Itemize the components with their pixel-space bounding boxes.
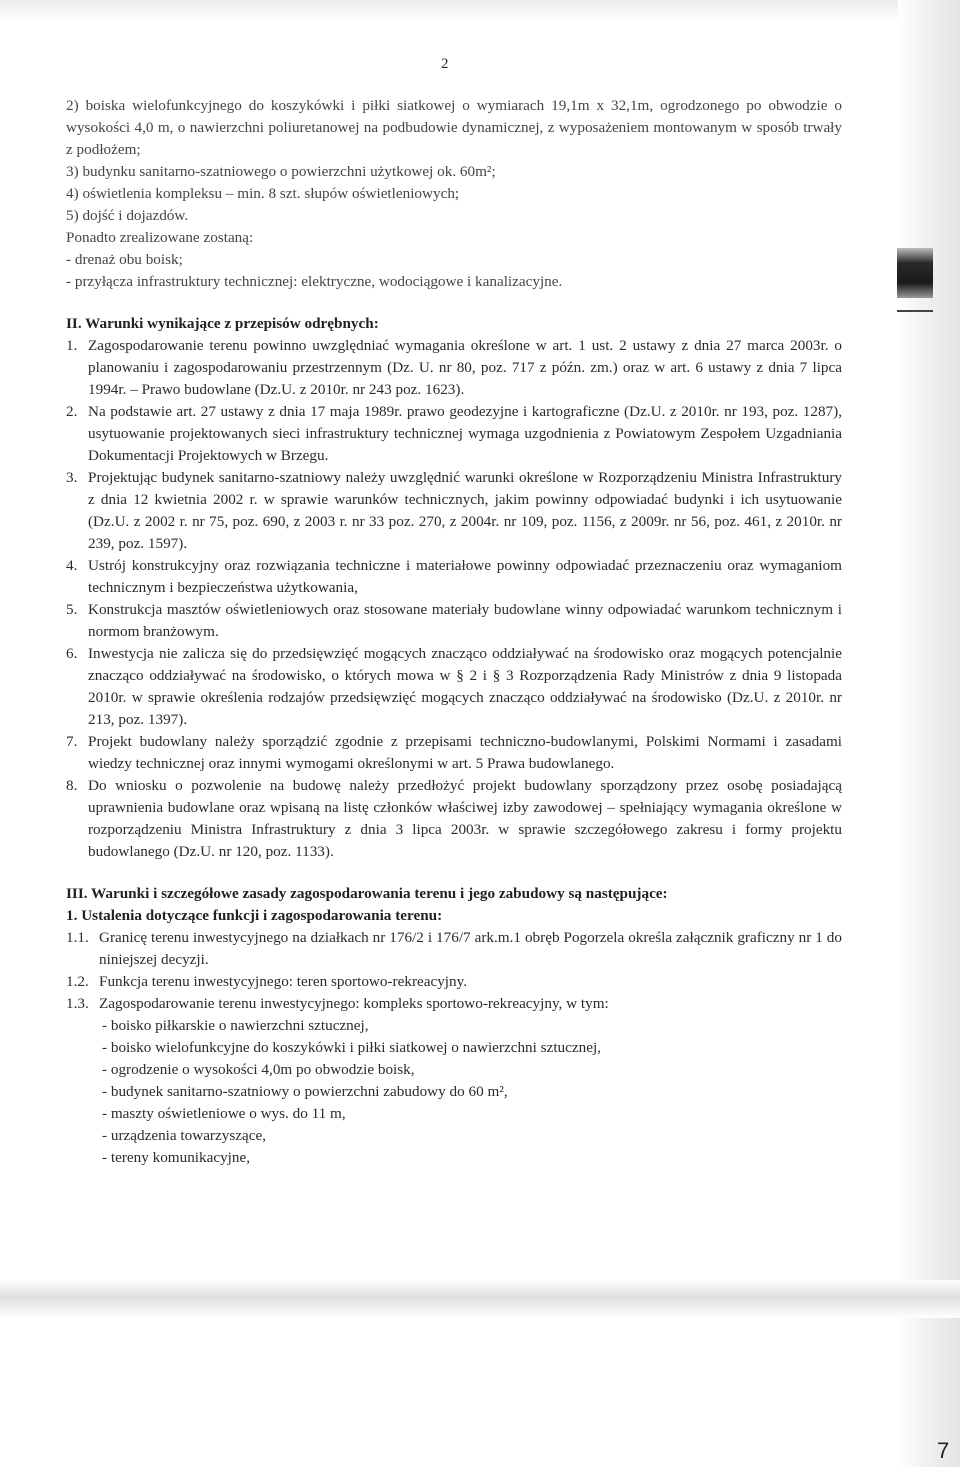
list-item: - ogrodzenie o wysokości 4,0m po obwodzie boisk, <box>102 1061 415 1078</box>
section-heading-ii: II. Warunki wynikające z przepisów odrębnych: <box>66 315 379 332</box>
list-item <box>66 555 842 599</box>
list-item <box>66 731 842 775</box>
list-item: - budynek sanitarno-szatniowy o powierzchni zabudowy do 60 m², <box>102 1083 508 1100</box>
list-item <box>66 775 842 863</box>
page-number: 2 <box>441 56 449 72</box>
list-item: - tereny komunikacyjne, <box>102 1149 251 1166</box>
component-list <box>66 1015 842 1169</box>
item-number: 8. <box>66 777 78 794</box>
scan-registration-line <box>897 310 933 312</box>
continuation-line: 2) boiska wielofunkcyjnego do koszykówki i piłki siatkowej o wymiarach 19,1m x 32,1m, ogrodzonego po obwodzie o wysokości 4,0 m, o nawierzchni poliuretanowej na podbudowie dynamicznej, z wyposażeniem montowanym w sposób trwały z podłożem; <box>66 97 842 158</box>
list-item: - boisko piłkarskie o nawierzchni sztucznej, <box>102 1017 369 1034</box>
continuation-line: - przyłącza infrastruktury technicznej: elektryczne, wodociągowe i kanalizacyjne. <box>66 273 563 290</box>
section-ii-list <box>66 335 842 863</box>
list-item <box>66 927 842 971</box>
list-item <box>66 401 842 467</box>
section-iii-list <box>66 927 842 1015</box>
continuation-line: Ponadto zrealizowane zostaną: <box>66 229 254 246</box>
list-item: - boisko wielofunkcyjne do koszykówki i piłki siatkowej o nawierzchni sztucznej, <box>102 1039 601 1056</box>
item-number: 3. <box>66 469 78 486</box>
list-item: - urządzenia towarzyszące, <box>102 1127 266 1144</box>
item-text: Inwestycja nie zalicza się do przedsięwzięć mogących znacząco oddziaływać na środowisko oraz mogących potencjalnie znacząco oddziaływać na środowisko, o których mowa w § 2 i § 3 Rozporządzenia Rady Ministrów z dnia 9 listopada 2010r. w sprawie określenia rodzajów przedsięwzięć mogących znacząco oddziaływać na środowisko (Dz.U. z 2010r. nr 213, poz. 1397). <box>88 645 842 728</box>
item-number: 1.3. <box>66 995 89 1012</box>
item-text: Zagospodarowanie terenu powinno uwzględniać wymagania określone w art. 1 ust. 2 ustawy z dnia 27 marca 2003r. o planowaniu i zagospodarowaniu przestrzennym (Dz. U. nr 80, poz. 717 z późn. zm.) oraz w art. 6 ustawy z dnia 7 lipca 1994r. – Prawo budowlane (Dz.U. z 2010r. nr 243 poz. 1623). <box>88 337 842 398</box>
scan-registration-mark <box>897 248 933 298</box>
list-item <box>66 335 842 401</box>
list-item: - maszty oświetleniowe o wys. do 11 m, <box>102 1105 346 1122</box>
item-number: 1.2. <box>66 973 89 990</box>
continuation-line: - drenaż obu boisk; <box>66 251 183 268</box>
document-body <box>66 95 842 1169</box>
list-item <box>66 993 842 1015</box>
list-item <box>66 467 842 555</box>
list-item <box>66 971 842 993</box>
item-text: Konstrukcja masztów oświetleniowych oraz stosowane materiały budowlane winny odpowiadać warunkom technicznym i normom branżowym. <box>88 601 842 640</box>
continuation-line: 3) budynku sanitarno-szatniowego o powierzchni użytkowej ok. 60m²; <box>66 163 496 180</box>
item-text: Funkcja terenu inwestycyjnego: teren sportowo-rekreacyjny. <box>99 973 468 990</box>
item-number: 5. <box>66 601 78 618</box>
section-subheading: 1. Ustalenia dotyczące funkcji i zagospodarowania terenu: <box>66 907 443 924</box>
item-number: 6. <box>66 645 78 662</box>
item-text: Zagospodarowanie terenu inwestycyjnego: kompleks sportowo-rekreacyjny, w tym: <box>99 995 609 1012</box>
item-text: Projekt budowlany należy sporządzić zgodnie z przepisami techniczno-budowlanymi, Polskimi Normami i zasadami wiedzy technicznej oraz innymi wymogami określonymi w art. 5 Prawa budowlanego. <box>88 733 842 772</box>
item-text: Do wniosku o pozwolenie na budowę należy przedłożyć projekt budowlany sporządzony przez osobę posiadającą uprawnienia budowlane oraz wpisaną na listę członków właściwej izby zawodowej – spełniający wymagania określone w rozporządzeniu Ministra Infrastruktury z dnia 3 lipca 2003r. w sprawie szczegółowego zakresu i formy projektu budowlanego (Dz.U. nr 120, poz. 1133). <box>88 777 842 860</box>
list-item <box>66 599 842 643</box>
continuation-line: 4) oświetlenia kompleksu – min. 8 szt. słupów oświetleniowych; <box>66 185 460 202</box>
item-number: 1. <box>66 337 78 354</box>
item-number: 4. <box>66 557 78 574</box>
item-number: 1.1. <box>66 929 89 946</box>
scan-right-shadow <box>898 0 960 1467</box>
continuation-block <box>66 95 842 293</box>
item-text: Granicę terenu inwestycyjnego na działkach nr 176/2 i 176/7 ark.m.1 obręb Pogorzela określa załącznik graficzny nr 1 do niniejszej decyzji. <box>99 929 842 968</box>
scan-bottom-band <box>0 1280 960 1318</box>
corner-number: 7 <box>937 1438 950 1463</box>
item-text: Na podstawie art. 27 ustawy z dnia 17 maja 1989r. prawo geodezyjne i kartograficzne (Dz.U. z 2010r. nr 193, poz. 1287), usytuowanie projektowanych sieci infrastruktury technicznej wymaga uzgodnienia z Powiatowym Zespołem Uzgadniania Dokumentacji Projektowych w Brzegu. <box>88 403 842 464</box>
item-number: 2. <box>66 403 78 420</box>
item-text: Projektując budynek sanitarno-szatniowy należy uwzględnić warunki określone w Rozporządzeniu Ministra Infrastruktury z dnia 12 kwietnia 2002 r. w sprawie warunków technicznych, jakim powinny odpowiadać budynki i ich usytuowanie (Dz.U. z 2002 r. nr 75, poz. 690, z 2003 r. nr 33 poz. 270, z 2004r. nr 109, poz. 1156, z 2009r. nr 56, poz. 461, z 2010r. nr 239, poz. 1597). <box>88 469 842 552</box>
item-number: 7. <box>66 733 78 750</box>
item-text: Ustrój konstrukcyjny oraz rozwiązania techniczne i materiałowe powinny odpowiadać przeznaczeniu oraz wymaganiom technicznym i bezpieczeństwa użytkowania, <box>88 557 842 596</box>
continuation-line: 5) dojść i dojazdów. <box>66 207 189 224</box>
list-item <box>66 643 842 731</box>
section-heading-iii: III. Warunki i szczegółowe zasady zagospodarowania terenu i jego zabudowy są następujące: <box>66 885 668 902</box>
scan-top-shade <box>0 0 900 22</box>
